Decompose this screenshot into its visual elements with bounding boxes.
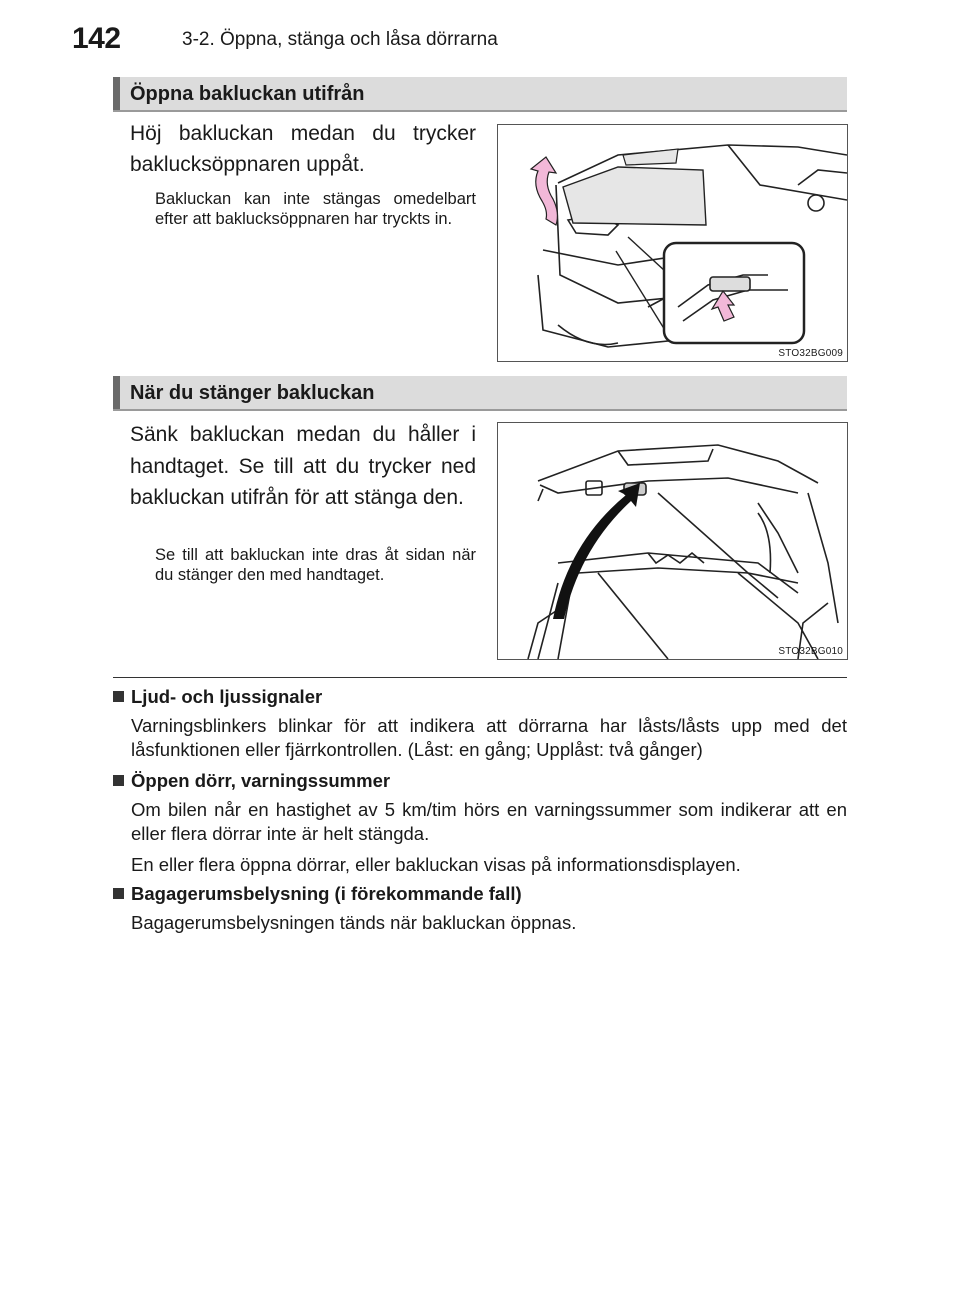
figure-close-back-door (497, 422, 848, 660)
square-bullet-icon (113, 888, 124, 899)
figure-code: STO32BG009 (778, 348, 843, 359)
info-heading: Öppen dörr, varningssummer (113, 770, 390, 792)
section-title: Öppna bakluckan utifrån (130, 83, 365, 105)
info-paragraph: Bagagerumsbelysningen tänds när bakluckan öppnas. (131, 912, 577, 933)
section-title: När du stänger bakluckan (130, 382, 375, 404)
note-text: Se till att bakluckan inte dras åt sidan när du stänger den med handtaget. (155, 546, 476, 584)
arrow-curved-icon (553, 483, 640, 619)
divider (113, 677, 847, 678)
square-bullet-icon (113, 775, 124, 786)
instruction-text: Sänk bakluckan medan du håller i handtaget. Se till att du trycker ned bakluckan utifrån för att stänga den. (130, 423, 476, 509)
instruction-text: Höj bakluckan medan du trycker baklucksöppnaren uppåt. (130, 122, 476, 176)
section-heading-close (113, 376, 847, 411)
car-rear-illustration (498, 125, 847, 361)
info-heading: Bagagerumsbelysning (i förekommande fall) (113, 883, 522, 905)
info-paragraph: Varningsblinkers blinkar för att indikera att dörrarna har låsts/låsts upp med det låsfunktionen eller fjärrkontrollen. (Låst: en gång; Upplåst: två gånger) (131, 715, 847, 760)
figure-code: STO32BG010 (778, 646, 843, 657)
back-door-handle-illustration (498, 423, 847, 659)
detail-inset (664, 243, 804, 343)
info-paragraph: En eller flera öppna dörrar, eller bakluckan visas på informationsdisplayen. (131, 854, 741, 875)
page-number: 142 (72, 22, 121, 55)
note-text: Bakluckan kan inte stängas omedelbart efter att baklucksöppnaren har tryckts in. (155, 190, 476, 228)
figure-open-back-door (497, 124, 848, 362)
info-paragraph: Om bilen når en hastighet av 5 km/tim hörs en varningssummer som indikerar att en eller flera dörrar inte är helt stängda. (131, 799, 847, 844)
info-heading: Ljud- och ljussignaler (113, 686, 322, 708)
square-bullet-icon (113, 691, 124, 702)
arrow-up-icon (531, 157, 557, 225)
section-heading-open (113, 77, 847, 112)
chapter-title: 3-2. Öppna, stänga och låsa dörrarna (182, 29, 498, 50)
